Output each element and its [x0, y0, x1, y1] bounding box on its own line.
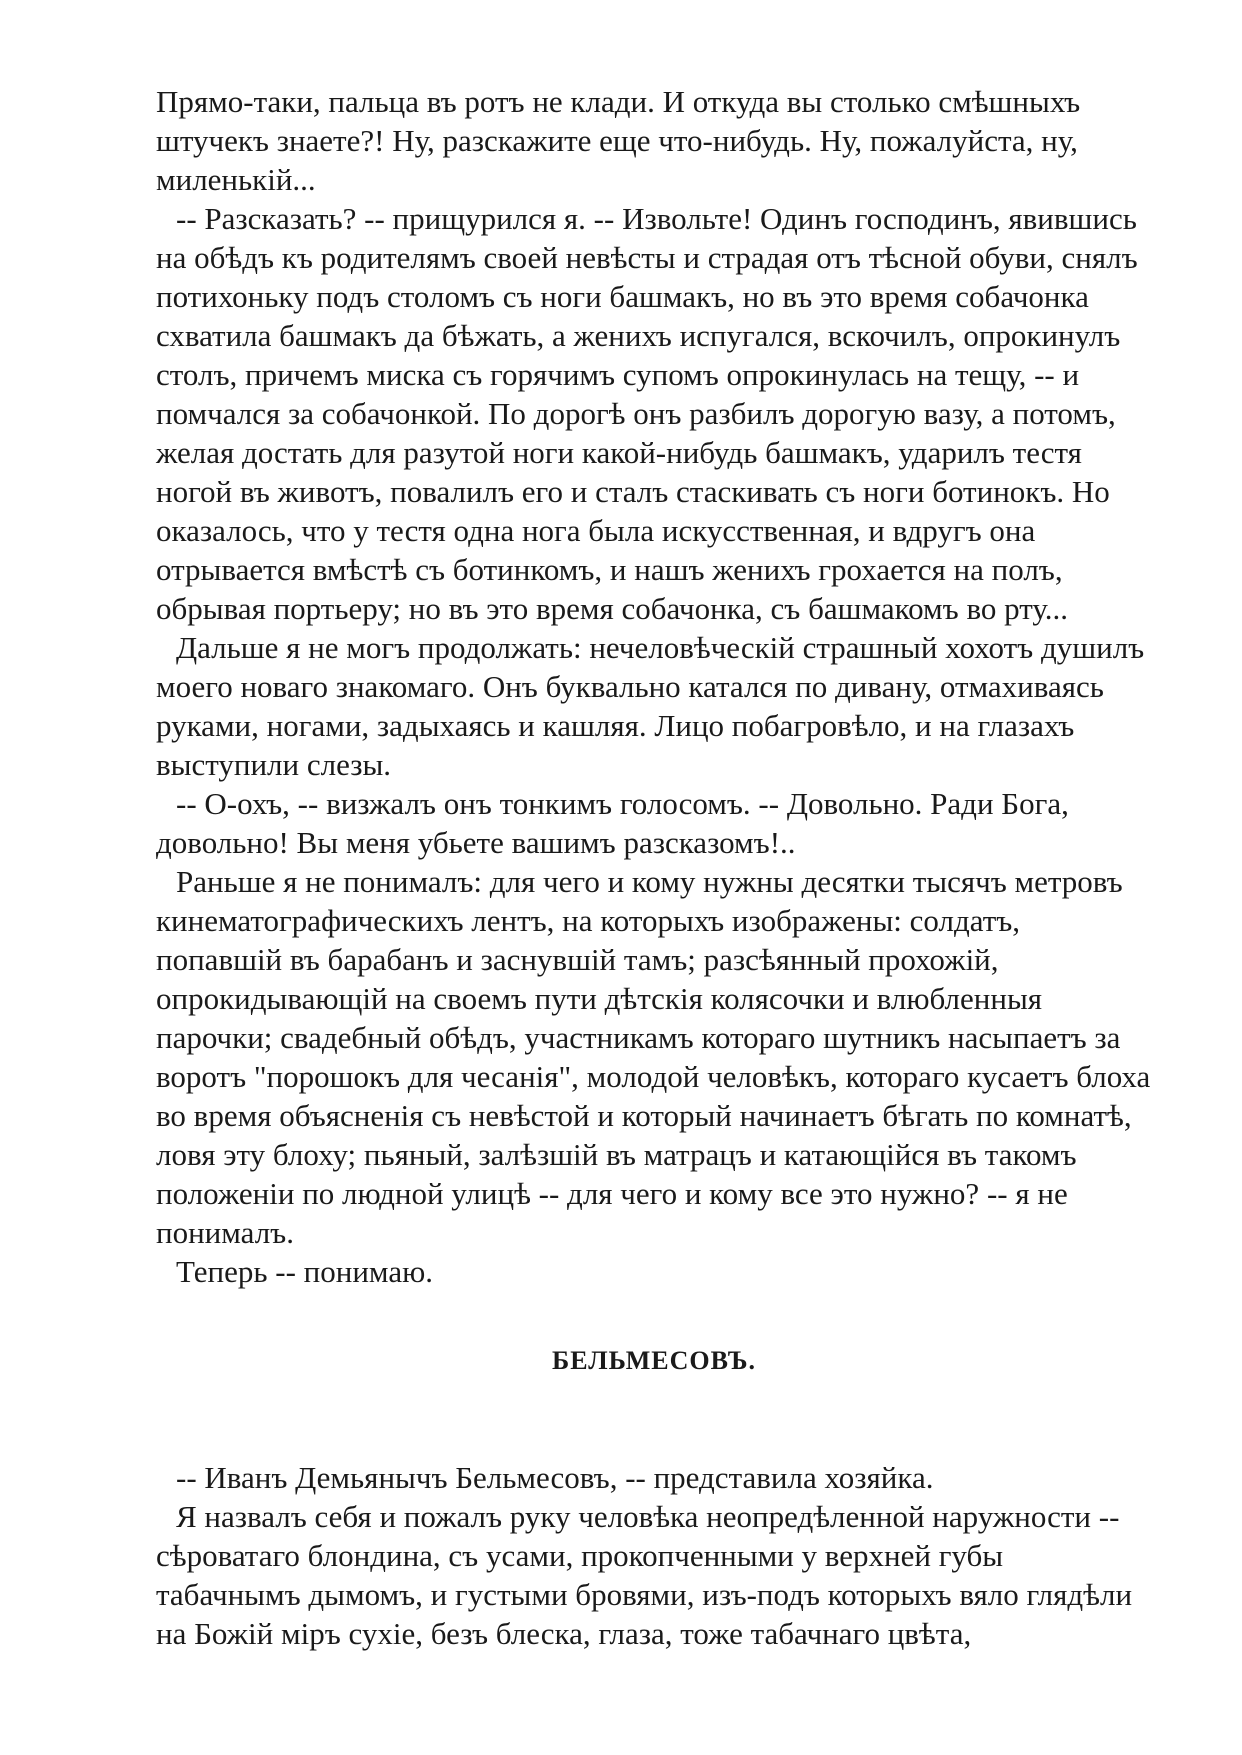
paragraph-reflection: Раньше я не понималъ: для чего и кому нужны десятки тысячъ метровъ кинематографическихъ лентъ, на которыхъ изображены: солдатъ, попавшій въ барабанъ и заснувшій тамъ; разсѣянный прохожій, опрокидывающій на своемъ пути дѣтскія колясочки и влюбленныя парочки; свадебный обѣдъ, участникамъ котораго шутникъ насыпаетъ за воротъ "порошокъ для чесанія", молодой человѣкъ, котораго кусаетъ блоха во время объясненія съ невѣстой и который начинаетъ бѣгать по комнатѣ, ловя эту блоху; пьяный, залѣзшій въ матрацъ и катающійся въ такомъ положеніи по людной улицѣ -- для чего и кому все это нужно? -- я не понималъ. [156, 864, 1151, 1250]
section-1-text [156, 82, 1152, 1291]
paragraph-continuation: Прямо-таки, пальца въ ротъ не клади. И откуда вы столько смѣшныхъ штучекъ знаете?! Ну, разскажите еще что-нибудь. Ну, пожалуйста, ну, миленькій... [156, 84, 1081, 197]
paragraph-laughter: Дальше я не могъ продолжать: нечеловѣческій страшный хохотъ душилъ моего новаго знакомаго. Онъ буквально катался по дивану, отмахиваясь руками, ногами, задыхаясь и кашляя. Лицо побагровѣло, и на глазахъ выступили слезы. [156, 630, 1145, 782]
chapter-heading: БЕЛЬМЕСОВЪ. [552, 1346, 756, 1375]
paragraph-dialogue: -- О-охъ, -- визжалъ онъ тонкимъ голосомъ. -- Довольно. Ради Бога, довольно! Вы меня убьете вашимъ разсказомъ!.. [156, 786, 1069, 860]
paragraph-story: -- Разсказать? -- прищурился я. -- Извольте! Одинъ господинъ, явившись на обѣдъ къ родителямъ своей невѣсты и страдая отъ тѣсной обуви, снялъ потихоньку подъ столомъ съ ноги башмакъ, но въ это время собачонка схватила башмакъ да бѣжать, а женихъ испугался, вскочилъ, опрокинулъ столъ, причемъ миска съ горячимъ супомъ опрокинулась на тещу, -- и помчался за собачонкой. По дорогѣ онъ разбилъ дорогую вазу, а потомъ, желая достать для разутой ноги какой-нибудь башмакъ, ударилъ тестя ногой въ животъ, повалилъ его и сталъ стаскивать съ ноги ботинокъ. Но оказалось, что у тестя одна нога была искусственная, и вдругъ она отрывается вмѣстѣ съ ботинкомъ, и нашъ женихъ грохается на полъ, обрывая портьеру; но въ это время собачонка, съ башмакомъ во рту... [156, 201, 1138, 626]
spacer [156, 1291, 1152, 1341]
paragraph-introduction: -- Иванъ Демьянычъ Бельмесовъ, -- представила хозяйка. [176, 1460, 934, 1495]
paragraph-conclusion: Теперь -- понимаю. [176, 1254, 433, 1289]
spacer [156, 1380, 1152, 1458]
section-2-text [156, 1458, 1152, 1653]
paragraph-description: Я назвалъ себя и пожалъ руку человѣка неопредѣленной наружности -- сѣроватаго блондина, съ усами, прокопченными у верхней губы табачнымъ дымомъ, и густыми бровями, изъ-подъ которыхъ вяло глядѣли на Божій міръ сухіе, безъ блеска, глаза, тоже табачнаго цвѣта, [156, 1499, 1133, 1651]
